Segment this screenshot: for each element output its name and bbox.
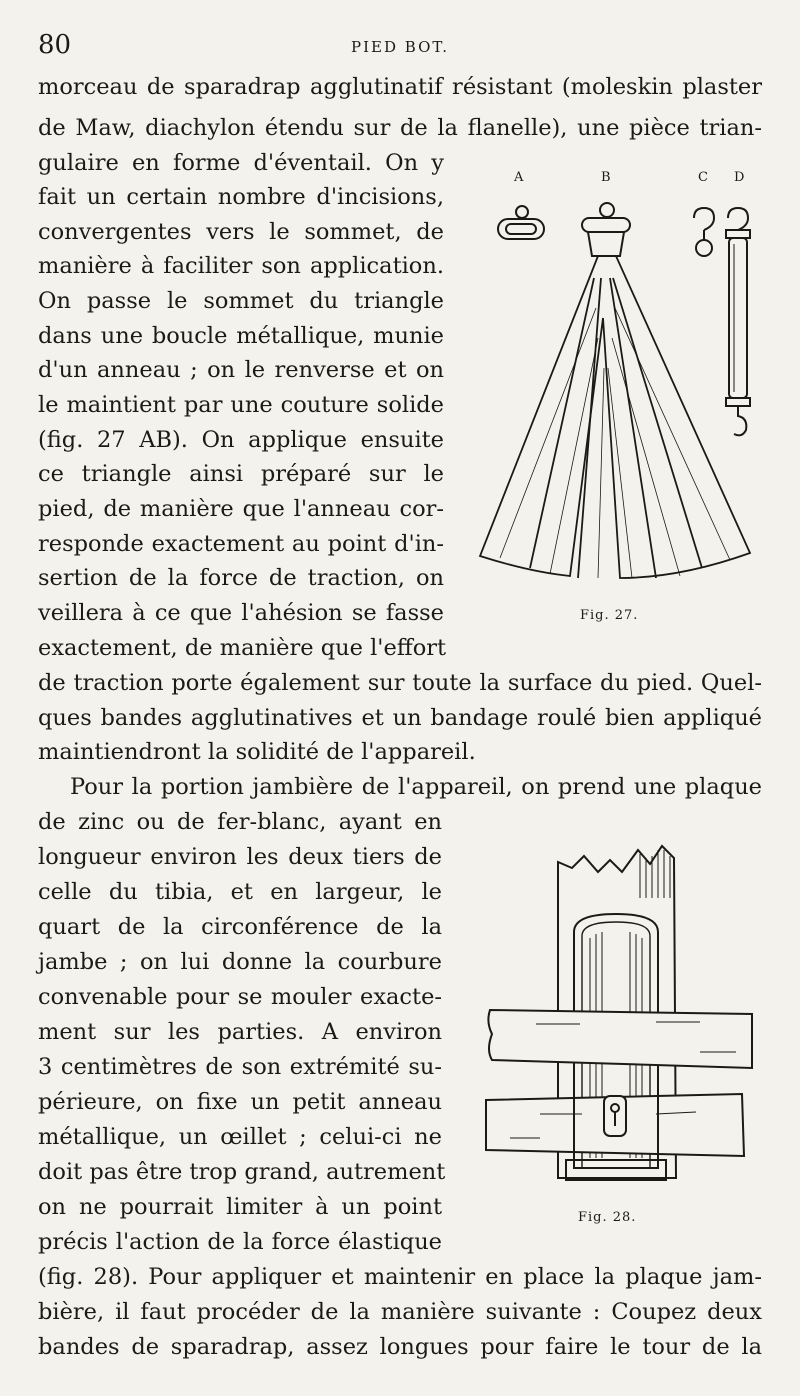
text-line: longueur environ les deux tiers de <box>38 844 442 870</box>
running-head: PIED BOT. <box>351 38 449 56</box>
buckle-b-icon <box>582 203 630 256</box>
text-line: veillera à ce que l'ahésion se fasse <box>38 600 444 626</box>
elastic-tube-d-icon <box>726 208 750 435</box>
text-line: gulaire en forme d'éventail. On y <box>38 150 444 176</box>
text-line: manière à faciliter son application. <box>38 253 444 279</box>
leg-plate-illustration <box>480 838 770 1188</box>
text-line: convergentes vers le sommet, de <box>38 219 444 245</box>
text-line: doit pas être trop grand, autrement <box>38 1159 446 1185</box>
text-line: morceau de sparadrap agglutinatif résistant (moleskin plaster <box>38 74 762 100</box>
page-header <box>38 28 762 68</box>
text-line: métallique, un œillet ; celui-ci ne <box>38 1124 442 1150</box>
text-line: dans une boucle métallique, munie <box>38 323 444 349</box>
figure-letter-a: A <box>514 170 524 185</box>
text-line: (fig. 27 AB). On applique ensuite <box>38 427 444 453</box>
text-line: sertion de la force de traction, on <box>38 565 444 591</box>
fan-plaster-icon <box>480 256 750 578</box>
text-line: pied, de manière que l'anneau cor- <box>38 496 444 522</box>
text-line: quart de la circonférence de la <box>38 914 442 940</box>
text-line: ques bandes agglutinatives et un bandage roulé bien appliqué <box>38 705 762 731</box>
text-line: (fig. 28). Pour appliquer et maintenir en place la plaque jam- <box>38 1264 762 1290</box>
figure-letter-c: C <box>698 170 708 185</box>
text-line: responde exactement au point d'in- <box>38 531 444 557</box>
fan-plaster-illustration <box>470 168 770 588</box>
text-line: maintiendront la solidité de l'appareil. <box>38 739 476 765</box>
text-line: de traction porte également sur toute la surface du pied. Quel- <box>38 670 762 696</box>
text-line: 3 centimètres de son extrémité su- <box>38 1054 442 1080</box>
text-line: jambe ; on lui donne la courbure <box>38 949 442 975</box>
text-line: précis l'action de la force élastique <box>38 1229 442 1255</box>
buckle-a-icon <box>498 206 544 239</box>
text-line: fait un certain nombre d'incisions, <box>38 184 444 210</box>
text-line: bandes de sparadrap, assez longues pour faire le tour de la <box>38 1334 762 1360</box>
text-line: périeure, on fixe un petit anneau <box>38 1089 442 1115</box>
text-line: ce triangle ainsi préparé sur le <box>38 461 444 487</box>
text-line: celle du tibia, et en largeur, le <box>38 879 442 905</box>
text-line: de zinc ou de fer-blanc, ayant en <box>38 809 442 835</box>
figure-27-caption: Fig. 27. <box>580 608 639 623</box>
text-line: exactement, de manière que l'effort <box>38 635 447 661</box>
figure-letter-b: B <box>601 170 611 185</box>
text-line: on ne pourrait limiter à un point <box>38 1194 442 1220</box>
upper-band-icon <box>488 1010 752 1068</box>
text-line: convenable pour se mouler exacte- <box>38 984 442 1010</box>
text-line: bière, il faut procéder de la manière suivante : Coupez deux <box>38 1299 762 1325</box>
text-line: d'un anneau ; on le renverse et on <box>38 357 444 383</box>
figure-28-caption: Fig. 28. <box>578 1210 637 1225</box>
text-line: le maintient par une couture solide <box>38 392 444 418</box>
figure-letter-d: D <box>734 170 745 185</box>
figure-28 <box>480 838 770 1238</box>
text-line: Pour la portion jambière de l'appareil, on prend une plaque <box>70 774 762 800</box>
text-line: de Maw, diachylon étendu sur de la flanelle), une pièce trian- <box>38 115 762 141</box>
page-number: 80 <box>38 30 72 60</box>
text-line: ment sur les parties. A environ <box>38 1019 442 1045</box>
figure-27 <box>470 168 770 623</box>
hook-c-icon <box>694 208 714 256</box>
text-line: On passe le sommet du triangle <box>38 288 444 314</box>
